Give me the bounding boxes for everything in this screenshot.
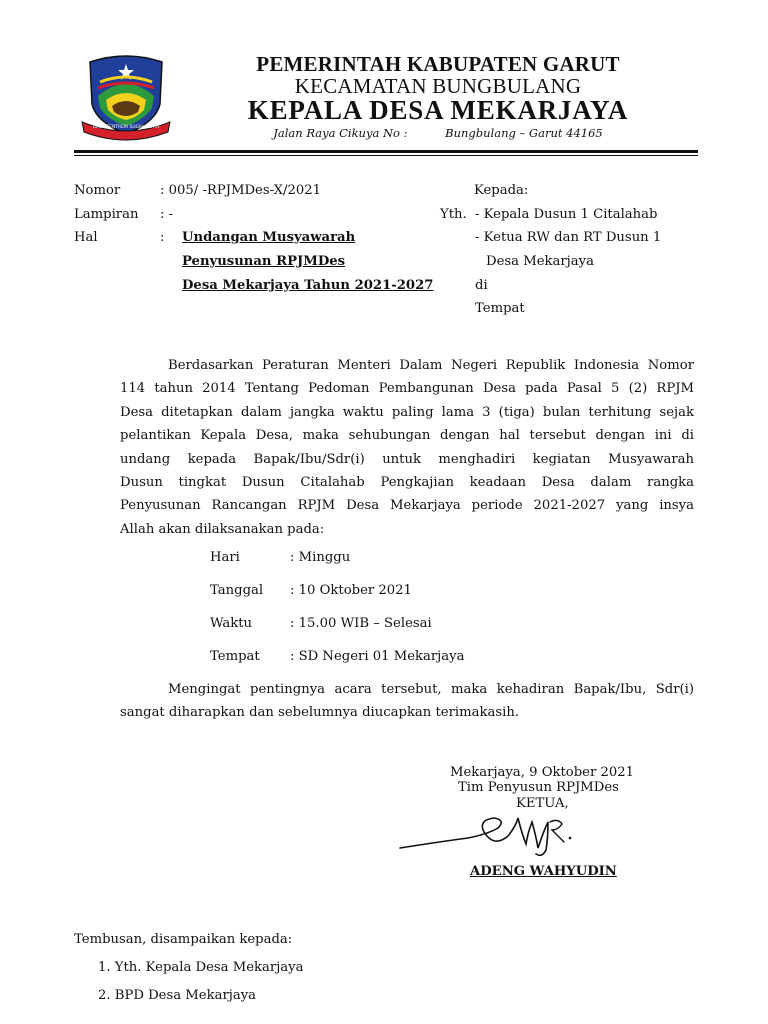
body-paragraph — [120, 354, 694, 541]
recipient-line: Desa Mekarjaya — [486, 254, 594, 269]
recipient-line: Tempat — [475, 301, 525, 316]
paragraph-line: undang kepada Bapak/Ibu/Sdr(i) untuk menghadiri kegiatan Musyawarah — [120, 451, 694, 467]
recipient-line: - Ketua RW dan RT Dusun 1 — [475, 230, 662, 245]
schedule-label: Tempat — [210, 649, 260, 664]
nomor-label: Nomor — [74, 183, 121, 198]
schedule-label: Hari — [210, 550, 240, 565]
lampiran-label: Lampiran — [74, 207, 139, 222]
letterhead-address — [190, 126, 686, 140]
address-street: Jalan Raya Cikuya No : — [273, 126, 408, 140]
paragraph-line: Berdasarkan Peraturan Menteri Dalam Negeri Republik Indonesia Nomor — [168, 358, 694, 373]
hal-colon: : — [160, 230, 165, 245]
handwritten-signature — [398, 808, 588, 860]
letterhead-divider-thick — [74, 150, 698, 153]
letterhead-divider-thin — [74, 155, 698, 156]
schedule-value: : 15.00 WIB – Selesai — [290, 616, 432, 631]
cc-item: 1. Yth. Kepala Desa Mekarjaya — [98, 960, 304, 975]
paragraph-line: pelantikan Kepala Desa, maka sehubungan dengan hal tersebut dengan ini di — [120, 428, 694, 444]
paragraph-line: Penyusunan Rancangan RPJM Desa Mekarjaya periode 2021-2027 yang insya — [120, 498, 694, 514]
cc-item: 2. BPD Desa Mekarjaya — [98, 988, 257, 1003]
schedule-value: : 10 Oktober 2021 — [290, 583, 412, 598]
recipient-line: di — [475, 278, 488, 293]
logo-motto: DESA TENTREM SUGIH KARYA — [92, 125, 160, 130]
hal-label: Hal — [74, 230, 98, 245]
schedule-label: Tanggal — [210, 583, 264, 598]
signature-team: Tim Penyusun RPJMDes — [458, 780, 619, 795]
cc-heading: Tembusan, disampaikan kepada: — [74, 932, 293, 947]
village-logo — [78, 52, 174, 142]
paragraph-line: 114 tahun 2014 Tentang Pedoman Pembangunan Desa pada Pasal 5 (2) RPJM — [120, 381, 694, 397]
letterhead-village-head: KEPALA DESA MEKARJAYA — [247, 95, 629, 125]
schedule-label: Waktu — [210, 616, 253, 631]
paragraph-line: Desa ditetapkan dalam jangka waktu paling lama 3 (tiga) bulan terhitung sejak — [120, 404, 694, 420]
closing-line: Mengingat pentingnya acara tersebut, maka kehadiran Bapak/Ibu, Sdr(i) — [168, 682, 694, 697]
recipient-line: - Kepala Dusun 1 Citalahab — [475, 207, 658, 222]
subject-line: Penyusunan RPJMDes — [182, 254, 346, 269]
closing-paragraph — [120, 678, 694, 725]
letterhead-government: PEMERINTAH KABUPATEN GARUT — [256, 52, 620, 76]
paragraph-line: Allah akan dilaksanakan pada: — [120, 521, 325, 537]
signature-role: KETUA, — [516, 796, 569, 811]
address-city: Bungbulang – Garut 44165 — [445, 126, 603, 140]
yth-label: Yth. — [440, 207, 467, 222]
subject-line: Undangan Musyawarah — [182, 230, 356, 245]
kepada-label: Kepada: — [474, 183, 529, 198]
closing-line: sangat diharapkan dan sebelumnya diucapkan terimakasih. — [120, 705, 519, 721]
schedule-value: : Minggu — [290, 550, 351, 565]
letterhead-district: KECAMATAN BUNGBULANG — [294, 74, 582, 98]
lampiran-value: : - — [160, 207, 174, 222]
subject-line: Desa Mekarjaya Tahun 2021-2027 — [182, 278, 434, 293]
signature-place-date: Mekarjaya, 9 Oktober 2021 — [450, 765, 635, 780]
schedule-value: : SD Negeri 01 Mekarjaya — [290, 649, 465, 664]
signatory-name: ADENG WAHYUDIN — [470, 864, 617, 879]
nomor-value: : 005/ -RPJMDes-X/2021 — [160, 183, 322, 198]
paragraph-line: Dusun tingkat Dusun Citalahab Pengkajian keadaan Desa dalam rangka — [120, 474, 694, 490]
